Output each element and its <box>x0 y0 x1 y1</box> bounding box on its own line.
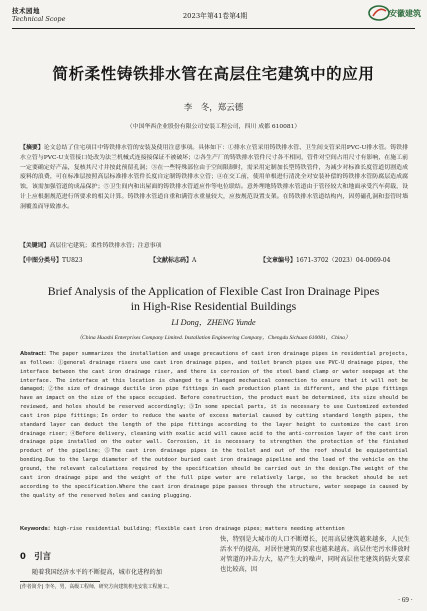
issue-info: 2023年第41卷第4期 <box>182 12 248 20</box>
keywords-cn-text: 高层住宅建筑；柔性铸铁排水管；注意事项 <box>49 243 162 249</box>
abstract-en-text: The paper summarizes the installation and usage precautions of cast iron drainage pipes in residential projects, as follows：①general drainage risers use cast iron drainage pipes, and toilet branch pipes use PVC-U drainage pipes，the interface between the cast iron drainage riser, and there is corrosion of the steel band clamp or water seepage at the interface. The interface at this location is changed to a flanged mechanical connection to ensure that it will not be damaged；②the size of drainage ductile iron pipe fittings in each production plant is different, and the pipe fittings have an impact on the size of the space occupied. Before construction, the product must be determined, its size should be reviewed, and holes should be reserved accordingly；③In some special parts, it is necessary to use Customized extended cast iron pipe fittings；In order to reduce the waste of excess material caused by cutting standard length pipes, the standard layer can deduct the length of the pipe fittings according to the layer height to customize the cast iron drainage riser；④Before delivery, cleaning with oxalic acid will cause acid to the anti-corrosion layer of the cast iron drainage pipe installed on the outer wall. Corrosion, it is necessary to strengthen the protection of the finished product of the pipeline；⑤The cast iron drainage pipes in the toilet and out of the roof should be equipotential bonding.Due to the large diameter of the outdoor buried cast iron drainage pipeline and the load of the vehicle on the ground, the relevant calculations required by the specification should be carried out in the design.The weight of the cast iron drainage pipe and the weight of the full pipe water are relatively large, so the bracket should be set according to the specification.Where the cast iron drainage pipe passes through the structure, water seepage is caused by the quality of the reserved holes and casing plugging. <box>20 351 408 499</box>
body-text-left: 随着我国经济水平的不断提高，城市化进程的加 <box>32 569 162 576</box>
author-affiliation: （中国华西企业股份有限公司安装工程公司，四川 成都 610081） <box>126 124 301 130</box>
english-title <box>15 284 412 313</box>
keywords-en <box>20 525 412 533</box>
english-title-line2: in High-Rise Residential Buildings <box>130 298 297 313</box>
keywords-en-text: high-rise residential building；flexible cast iron drainage pipes；matters needing attention <box>53 526 345 532</box>
abstract-cn-label: 【摘要】 <box>20 145 44 151</box>
footnote-rule <box>20 581 100 582</box>
classification-row <box>20 255 410 264</box>
header-rule <box>12 28 415 29</box>
body-text-right: 快，特别是大城市的人口不断增长，民用高层建筑越来越多，人民生活水平的提高，对居住建筑的要求也越来越高。高层住宅污水排放时对管道的冲击力大，易产生大的噪声，同时高层住宅建筑的防火要求也比较高，因 <box>220 536 410 573</box>
english-title-line1: Brief Analysis of the Application of Flexible Cast Iron Drainage Pipes <box>47 284 380 298</box>
clc-value: TU823 <box>62 257 83 264</box>
english-authors: LI Dong，ZHENG Yunde <box>171 318 256 327</box>
journal-logo-icon <box>367 4 421 22</box>
doc-code-label: 【文献标志码】 <box>150 257 193 264</box>
clc-label: 【中图分类号】 <box>20 257 63 264</box>
article-title: 简析柔性铸铁排水管在高层住宅建筑中的应用 <box>52 65 375 83</box>
page-number: · 69 · <box>397 596 413 604</box>
keywords-cn-label: 【关键词】 <box>20 243 50 249</box>
article-id-label: 【文章编号】 <box>260 257 297 264</box>
keywords-cn <box>20 242 408 251</box>
journal-logo-text: 安徽建筑 <box>389 9 421 18</box>
section-heading-intro: 0 引言 <box>20 551 51 561</box>
keywords-en-label: Keywords： <box>20 526 54 532</box>
author-names: 李 冬，郑云德 <box>183 103 244 113</box>
abstract-cn <box>20 144 408 213</box>
column-title-cn: 技术园地 <box>12 7 40 15</box>
column-title-en: Technical Scope <box>12 15 66 23</box>
journal-logo <box>367 4 421 22</box>
abstract-en-label: Abstract： <box>20 351 50 357</box>
abstract-en <box>20 350 408 500</box>
article-id-value: 1671-3702（2023）04-0069-04 <box>296 257 391 264</box>
abstract-cn-text: 论文总结了住宅项目中铸铁排水管的安装及使用注意事项。具体如下：①排水立管采用铸铁排水管、卫生间支管采用PVC-U排水管。铸铁排水立管与PVC-U支管接口处改为法兰机械式连接接保证不被破坏；②各生产厂的铸铁排水管件尺寸各不相同，管件对空间占用尺寸有影响，在施工前一定要确定好产品，复核其尺寸并按此预留孔洞；③在一些特殊部位由于空间限制时，需采用定制加长型铸铁管件，为减少对标准长度管道切割造成废料的浪费，可在标准层按照高层标准排水管件长度自定制铸铁排水立管；④在交工前，使用单根进行清洗全对安装补偿的铸铁排水管防腐层造成腐蚀，该需加强管道的成品保护；⑤卫生间内和出屋面的铸铁排水管道应作等电位联结。意外埋地铸铁排水管道由于管径较大和地面承受汽车荷载，设计上应根据规范进行所要求的相关计算。铸铁排水管道自重和满管水重量较大，应按规范设置支架。在铸铁排水管道结构内，因剪磁孔洞和套管时墙洞覆盖而导致渗水。 <box>20 145 408 210</box>
author-footnote: [作者简介] 李冬，男，高级工程师，研究方向建筑机电安装工程施工。 <box>20 584 173 590</box>
english-affiliation: （China Huashi Enterprises Company Limited. Installation Engineering Company，Chengdu Sichuan 610081，China） <box>76 335 351 341</box>
column-header <box>12 7 72 23</box>
doc-code-value: A <box>192 257 197 264</box>
